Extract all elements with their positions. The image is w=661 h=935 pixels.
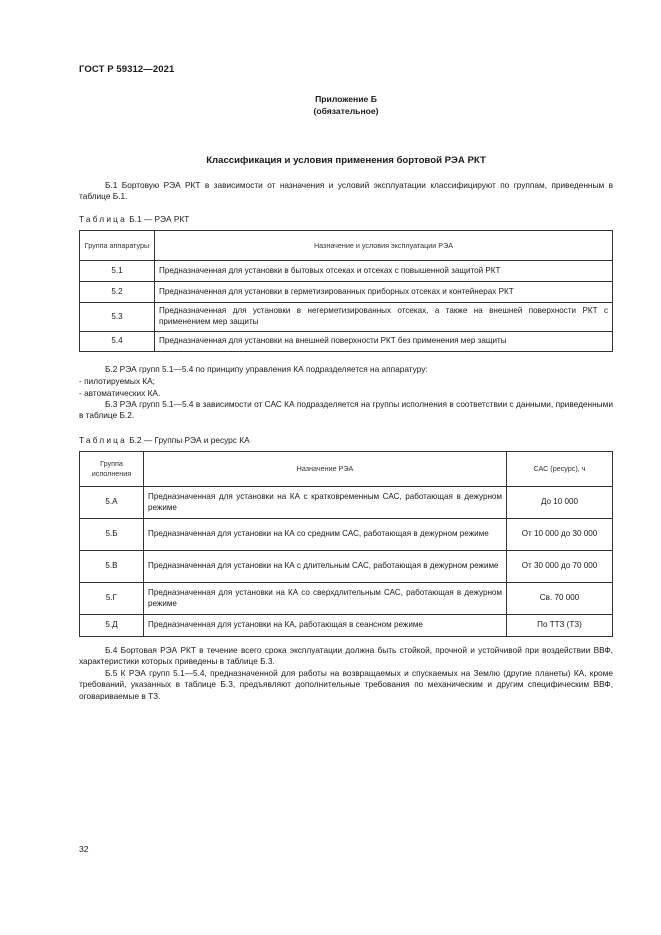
table-row (80, 519, 613, 551)
resource-cell: Св. 70 000 (507, 583, 613, 615)
table-row (80, 332, 613, 352)
table-row (80, 303, 613, 332)
group-cell: 5.1 (80, 261, 155, 282)
paragraph-b1-text: Б.1 Бортовую РЭА РКТ в зависимости от назначения и условий эксплуатации классифицируют по группам, приведенным в таблице Б.1. (79, 180, 613, 202)
table-row (80, 583, 613, 615)
paragraph-b2-text: Б.2 РЭА групп 5.1—5.4 по принципу управления КА подразделяется на аппаратуру: (105, 364, 428, 374)
group-cell: 5.Б (80, 519, 144, 551)
group-cell: 5.2 (80, 282, 155, 303)
header-cell: САС (ресурс), ч (507, 452, 613, 487)
table-row (80, 282, 613, 303)
desc-cell: Предназначенная для установки на КА с кратковременным САС, работающая в дежурном режиме (144, 487, 507, 519)
table1-caption (79, 214, 189, 224)
desc-cell: Предназначенная для установки на КА со средним САС, работающая в дежурном режиме (144, 519, 507, 551)
paragraph-b4-text: Б.4 Бортовая РЭА РКТ в течение всего срока эксплуатации должна быть стойкой, прочной и устойчивой при воздействии ВВФ, характеристики которых приведены в таблице Б.3. (79, 645, 613, 667)
table-row (80, 551, 613, 583)
resource-cell: До 10 000 (507, 487, 613, 519)
table1-caption-text: Б.1 — РЭА РКТ (126, 214, 190, 224)
group-cell: 5.Г (80, 583, 144, 615)
paragraph-b5-text: Б.5 К РЭА групп 5.1—5.4, предназначенной для работы на возвращаемых и спускаемых на Землю (другие планеты) КА, кроме требований, указанных в таблице Б.3, предъявляют дополнительные требования по механическим и другим специфическим ВВФ, оговариваемые в ТЗ. (79, 668, 613, 701)
table-row (80, 261, 613, 282)
page-number: 32 (79, 844, 89, 854)
table-header-row (80, 231, 613, 261)
annex-title: Приложение Б (315, 94, 377, 104)
resource-cell: По ТТЗ (ТЗ) (507, 615, 613, 637)
paragraph-b1 (79, 180, 613, 203)
table-row (80, 487, 613, 519)
resource-cell: От 30 000 до 70 000 (507, 551, 613, 583)
paragraph-b5 (79, 668, 613, 702)
table2-caption-text: Б.2 — Группы РЭА и ресурс КА (126, 435, 250, 445)
table1-caption-prefix: Таблица (79, 214, 127, 224)
header-cell: Группа аппаратуры (80, 231, 155, 261)
group-cell: 5.3 (80, 303, 155, 332)
desc-cell: Предназначенная для установки на внешней поверхности РКТ без применения мер защиты (155, 332, 613, 352)
header-cell: Назначение РЭА (144, 452, 507, 487)
table-header-row (80, 452, 613, 487)
paragraph-b3 (79, 399, 613, 422)
table-row (80, 615, 613, 637)
section-title: Классификация и условия применения бортовой РЭА РКТ (206, 155, 486, 166)
desc-cell: Предназначенная для установки на КА с длительным САС, работающая в дежурном режиме (144, 551, 507, 583)
group-cell: 5.А (80, 487, 144, 519)
desc-cell: Предназначенная для установки в герметизированных приборных отсеках и контейнерах РКТ (155, 282, 613, 303)
header-cell: Группа исполнения (80, 452, 144, 487)
desc-cell: Предназначенная для установки на КА, работающая в сеансном режиме (144, 615, 507, 637)
desc-cell: Предназначенная для установки на КА со сверхдлительным САС, работающая в дежурном режиме (144, 583, 507, 615)
standard-header: ГОСТ Р 59312—2021 (79, 64, 175, 75)
table2-caption (79, 435, 250, 445)
group-cell: 5.В (80, 551, 144, 583)
list-item: - пилотируемых КА; (79, 376, 155, 386)
group-cell: 5.Д (80, 615, 144, 637)
desc-cell: Предназначенная для установки в негерметизированных отсеках, а также на внешней поверхности РКТ с применением мер защиты (155, 303, 613, 332)
table2-caption-prefix: Таблица (79, 435, 127, 445)
table-b1 (79, 230, 613, 352)
paragraph-b3-text: Б.3 РЭА групп 5.1—5.4 в зависимости от САС КА подразделяется на группы исполнения в соответствии с данными, приведенными в таблице Б.2. (79, 399, 613, 421)
annex-status: (обязательное) (313, 106, 379, 116)
header-cell: Назначение и условия эксплуатации РЭА (155, 231, 613, 261)
resource-cell: От 10 000 до 30 000 (507, 519, 613, 551)
table-b2 (79, 451, 613, 637)
desc-cell: Предназначенная для установки в бытовых отсеках и отсеках с повышенной защитой РКТ (155, 261, 613, 282)
paragraph-b2 (79, 364, 613, 375)
paragraph-b4 (79, 645, 613, 668)
group-cell: 5.4 (80, 332, 155, 352)
list-item: - автоматических КА. (79, 388, 161, 398)
